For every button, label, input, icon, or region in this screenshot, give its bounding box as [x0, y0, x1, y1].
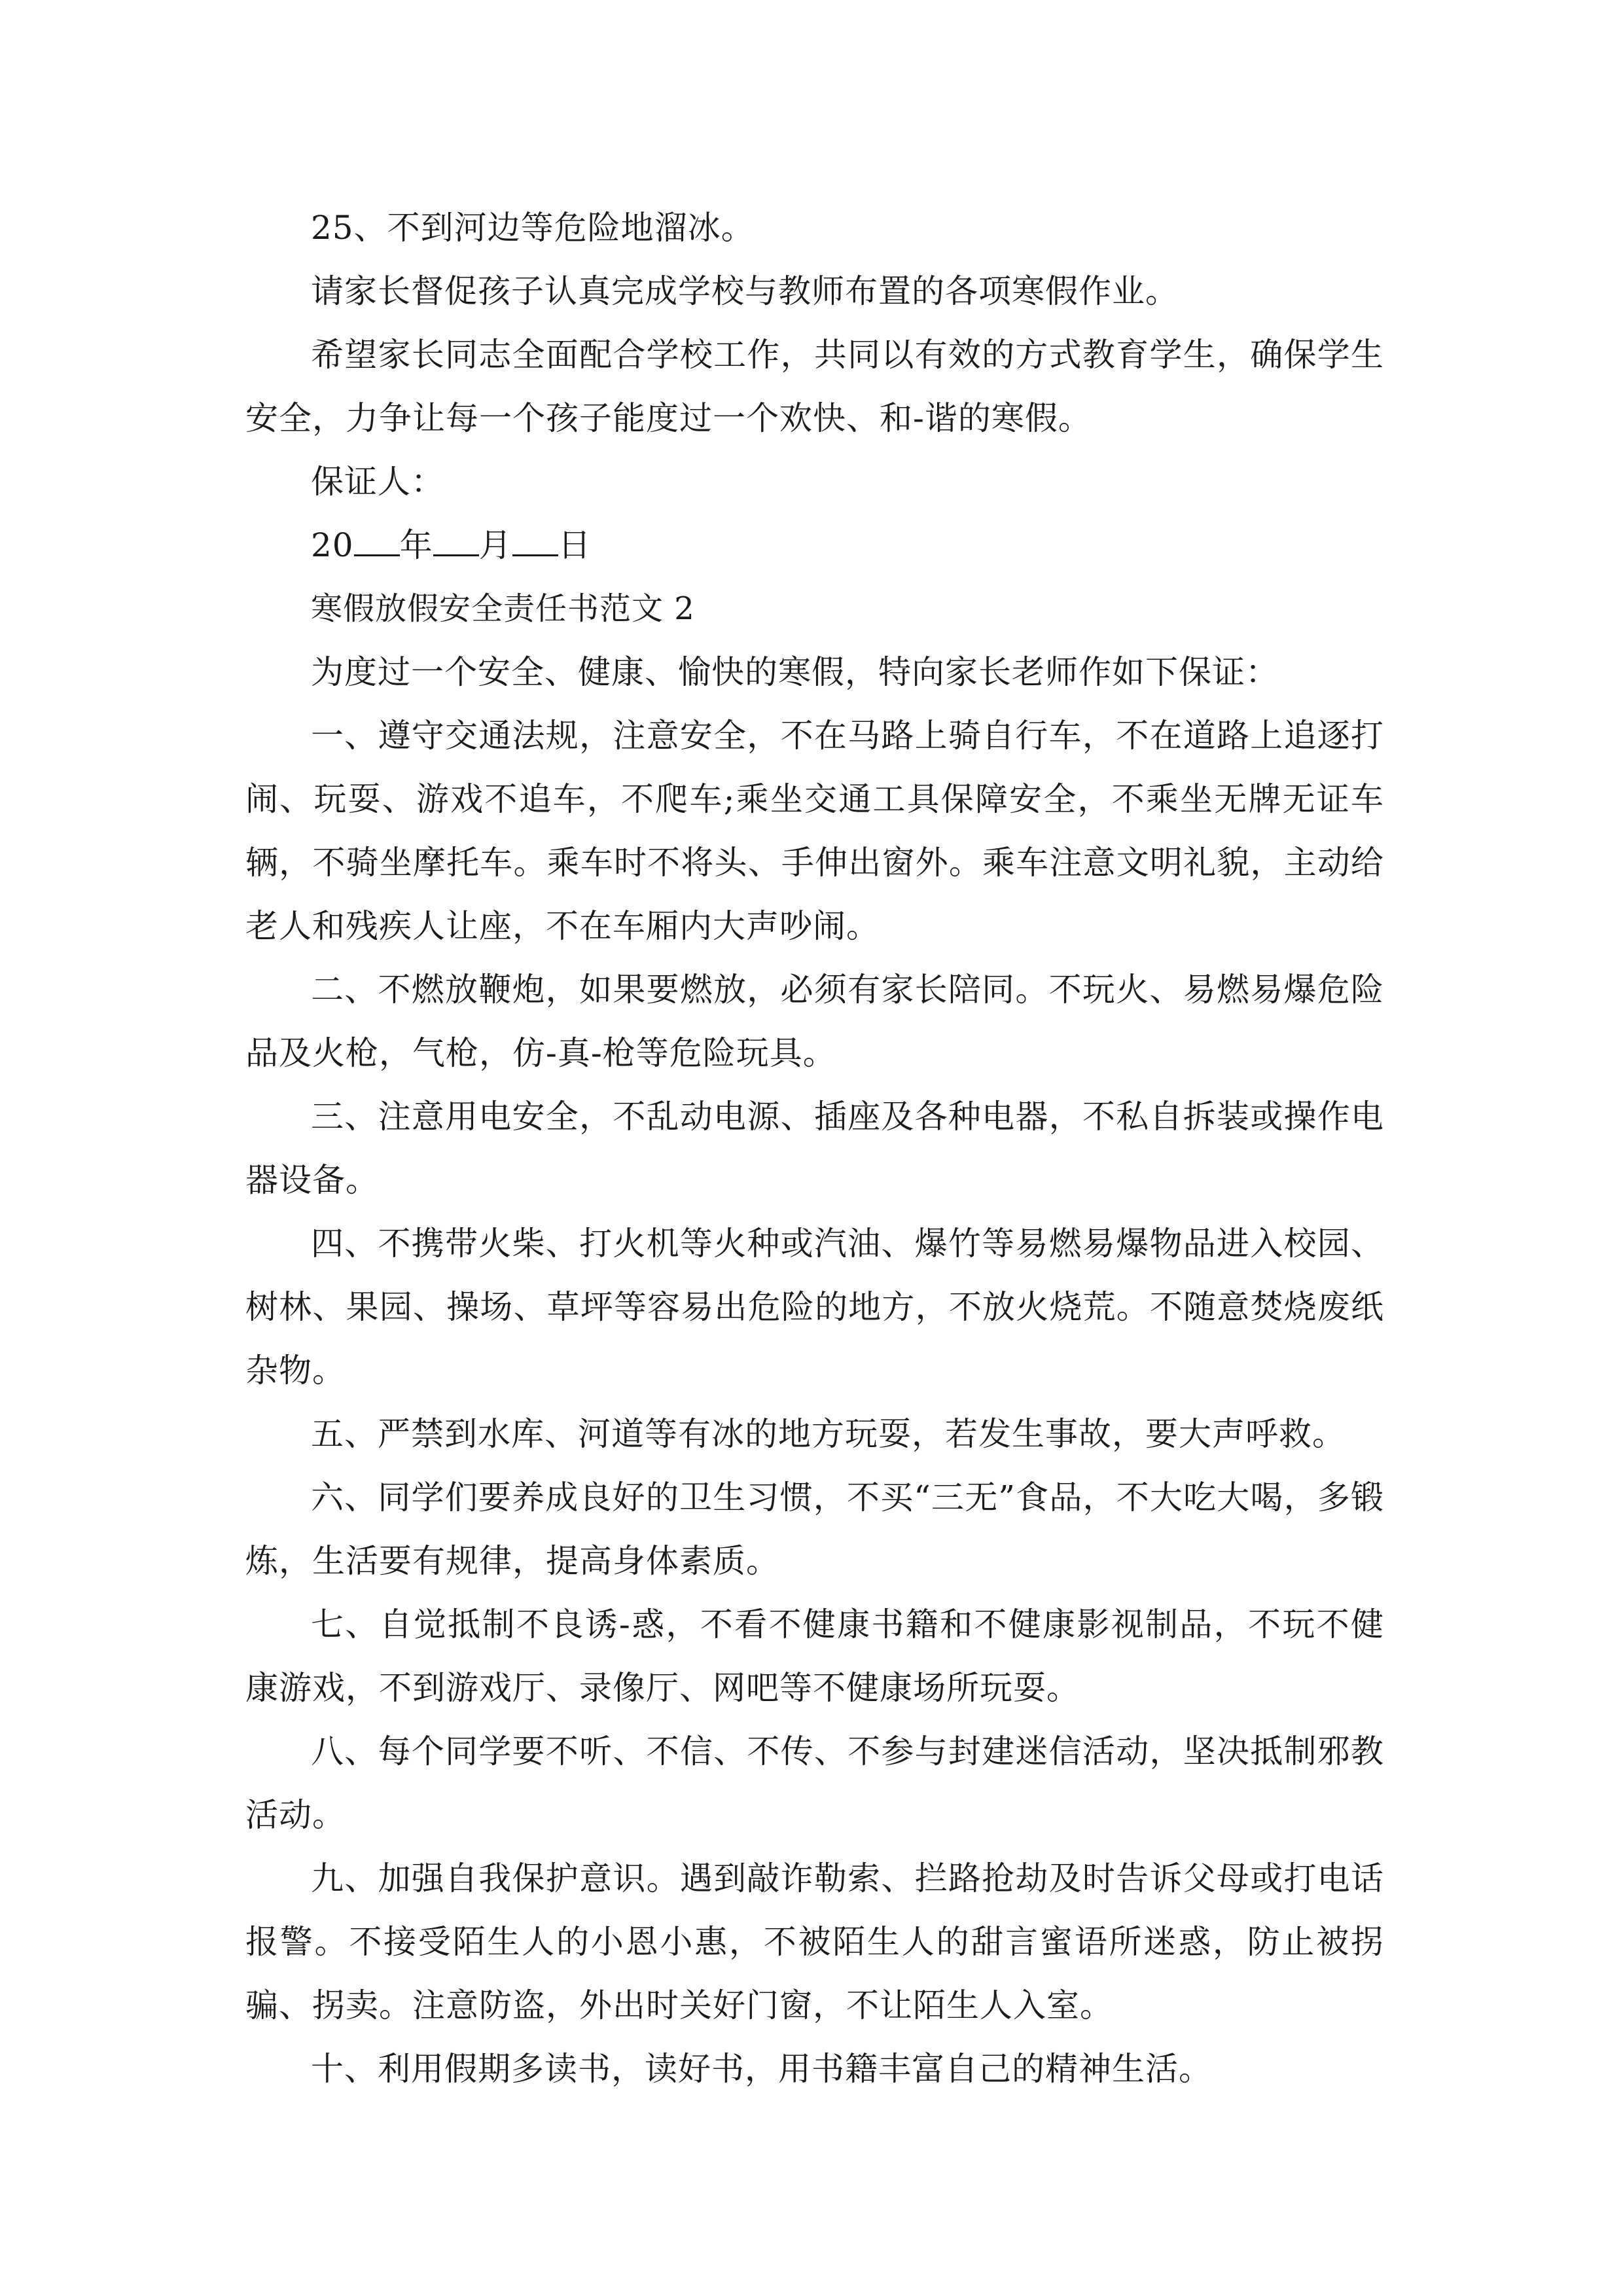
list-item: 三、注意用电安全，不乱动电源、插座及各种电器，不私自拆装或操作电器设备。 [245, 1098, 1384, 1199]
guarantor-label: 保证人： [311, 463, 444, 501]
date-month-label: 月 [478, 526, 512, 564]
list-item: 十、利用假期多读书，读好书，用书籍丰富自己的精神生活。 [311, 2050, 1212, 2088]
date-year-label: 年 [399, 526, 433, 564]
list-item: 六、同学们要养成良好的卫生习惯，不买“三无”食品，不大吃大喝，多锻炼，生活要有规律，提高身体素质。 [245, 1479, 1384, 1580]
paragraph-item-25: 25、不到河边等危险地溜冰。 [311, 209, 755, 247]
date-line [245, 514, 1384, 577]
list-item: 八、每个同学要不听、不信、不传、不参与封建迷信活动，坚决抵制邪教活动。 [245, 1732, 1384, 1834]
date-year-prefix: 20 [311, 526, 354, 564]
list-item: 一、遵守交通法规，注意安全，不在马路上骑自行车，不在道路上追逐打闹、玩耍、游戏不追车，不爬车;乘坐交通工具保障安全，不乘坐无牌无证车辆，不骑坐摩托车。乘车时不将头、手伸出窗外。乘车注意文明礼貌，主动给老人和残疾人让座，不在车厢内大声吵闹。 [245, 717, 1384, 945]
document-page [245, 196, 1384, 2101]
list-item: 七、自觉抵制不良诱-惑，不看不健康书籍和不健康影视制品，不玩不健康游戏，不到游戏厅、录像厅、网吧等不健康场所玩耍。 [245, 1605, 1384, 1707]
list-item: 四、不携带火柴、打火机等火种或汽油、爆竹等易燃易爆物品进入校园、树林、果园、操场、草坪等容易出危险的地方，不放火烧荒。不随意焚烧废纸杂物。 [245, 1225, 1384, 1390]
paragraph-cooperation: 希望家长同志全面配合学校工作，共同以有效的方式教育学生，确保学生安全，力争让每一个孩子能度过一个欢快、和-谐的寒假。 [245, 336, 1384, 437]
date-day-label: 日 [558, 526, 592, 564]
date-day-blank [512, 523, 558, 556]
list-item: 二、不燃放鞭炮，如果要燃放，必须有家长陪同。不玩火、易燃易爆危险品及火枪，气枪，仿-真-枪等危险玩具。 [245, 971, 1384, 1072]
list-item: 五、严禁到水库、河道等有冰的地方玩耍，若发生事故，要大声呼救。 [311, 1415, 1346, 1453]
section-title: 寒假放假安全责任书范文 2 [311, 590, 695, 627]
paragraph-homework: 请家长督促孩子认真完成学校与教师布置的各项寒假作业。 [311, 272, 1179, 310]
date-year-blank [354, 523, 400, 556]
paragraph-intro: 为度过一个安全、健康、愉快的寒假，特向家长老师作如下保证： [311, 653, 1279, 691]
date-month-blank [433, 523, 479, 556]
list-item: 九、加强自我保护意识。遇到敲诈勒索、拦路抢劫及时告诉父母或打电话报警。不接受陌生人的小恩小惠，不被陌生人的甜言蜜语所迷惑，防止被拐骗、拐卖。注意防盗，外出时关好门窗，不让陌生人入室。 [245, 1859, 1384, 2024]
